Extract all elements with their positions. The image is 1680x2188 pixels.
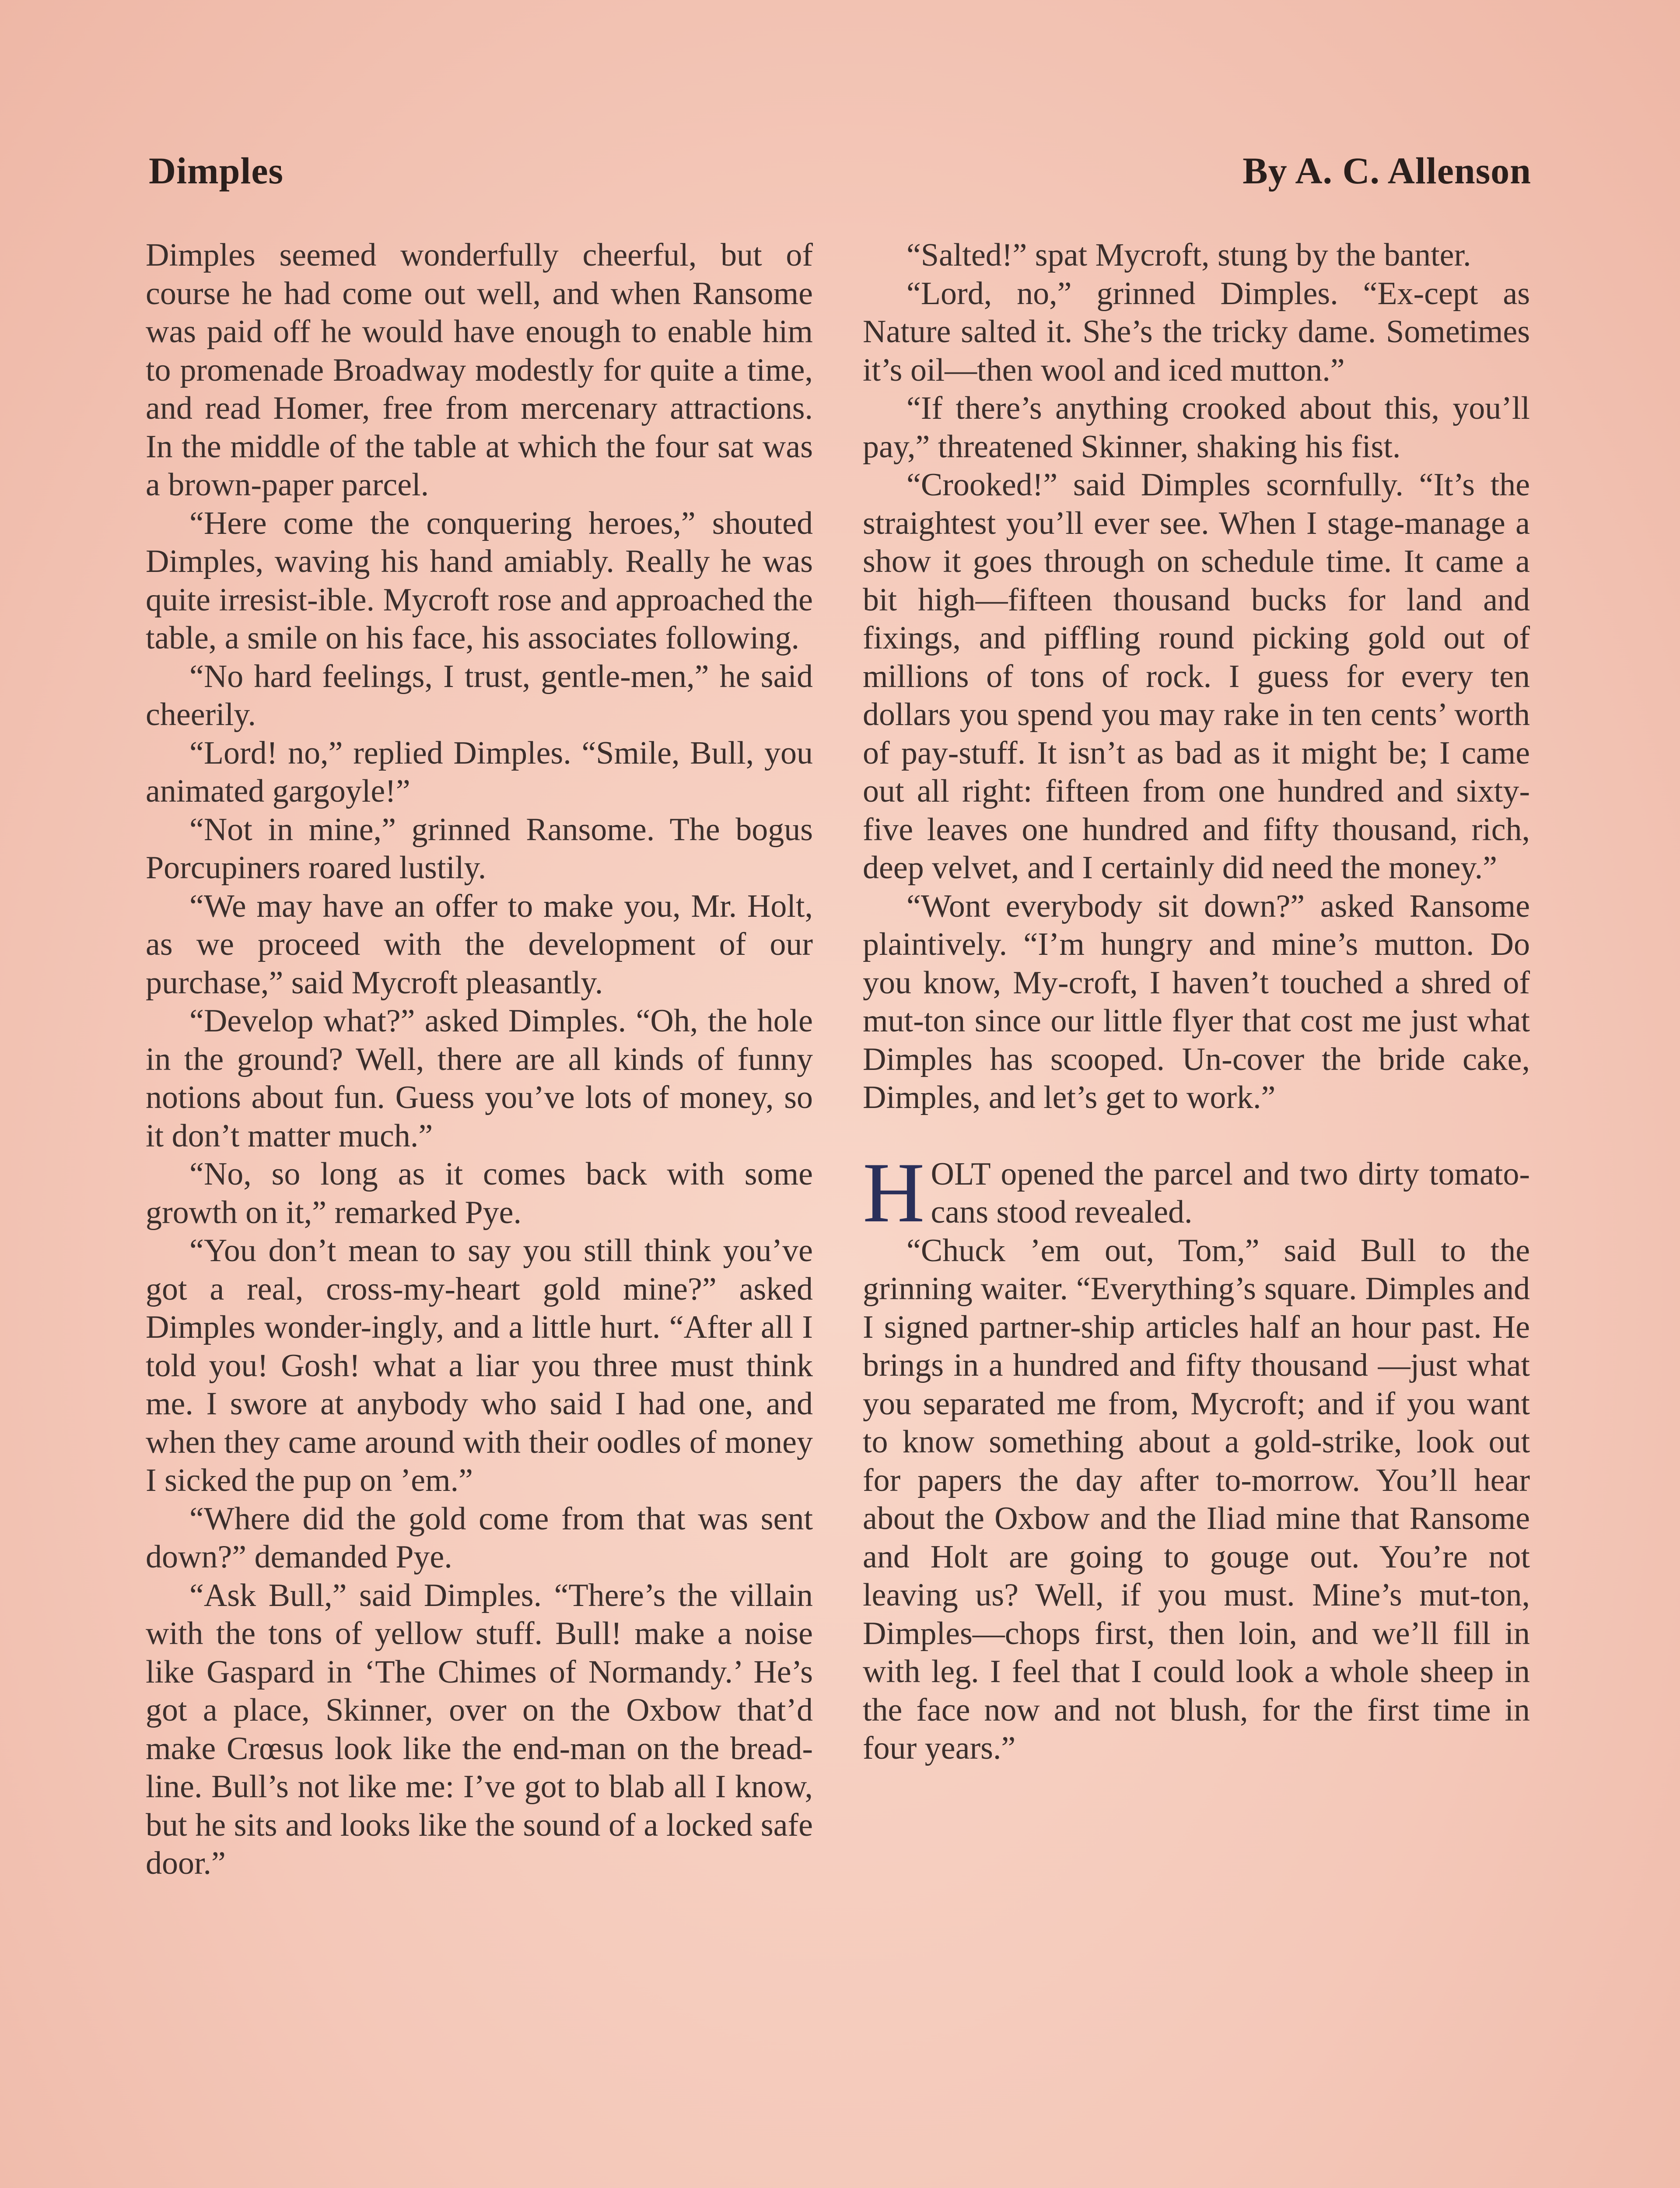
story-title: Dimples (149, 150, 284, 192)
paragraph: “Develop what?” asked Dimples. “Oh, the hole in the ground? Well, there are all kinds of funny notions about fun. Guess you’ve lots of money, so it don’t matter much.” (146, 1003, 813, 1154)
paragraph: “If there’s anything crooked about this, you’ll pay,” threatened Skinner, shaking his fist. (863, 390, 1530, 465)
paragraph: “Here come the conquering heroes,” shouted Dimples, waving his hand amiably. Really he was quite irresist-ible. Mycroft rose and approached the table, a smile on his face, his associates following. (146, 505, 813, 656)
section-break (863, 1117, 1530, 1155)
paragraph: “Salted!” spat Mycroft, stung by the banter. (906, 237, 1471, 273)
paragraph: “No, so long as it comes back with some growth on it,” remarked Pye. (146, 1156, 813, 1231)
paragraph: “Lord! no,” replied Dimples. “Smile, Bull, you animated gargoyle!” (146, 735, 813, 809)
dropcap-paragraph-text: opened the parcel and two dirty tomato-cans stood revealed. (931, 1156, 1530, 1230)
story-byline: By A. C. Allenson (1242, 150, 1531, 192)
paragraph: “Wont everybody sit down?” asked Ransome plaintively. “I’m hungry and mine’s mutton. Do you know, My-croft, I haven’t touched a shred of mut-ton since our little flyer that cost me just what Dimples has scooped. Un-cover the bride cake, Dimples, and let’s get to work.” (863, 888, 1530, 1115)
left-column (146, 236, 813, 1883)
right-column (863, 236, 1530, 1768)
paragraph: “Crooked!” said Dimples scornfully. “It’s the straightest you’ll ever see. When I stage-manage a show it goes through on schedule time. It came a bit high—fifteen thousand bucks for land and fixings, and piffling round picking gold out of millions of tons of rock. I guess for every ten dollars you spend you may rake in ten cents’ worth of pay-stuff. It isn’t as bad as it might be; I came out all right: fifteen from one hundred and sixty-five leaves one hundred and fifty thousand, rich, deep velvet, and I certainly did need the money.” (863, 467, 1530, 886)
paragraph: “No hard feelings, I trust, gentle-men,” he said cheerily. (146, 658, 813, 733)
paragraph: “Not in mine,” grinned Ransome. The bogus Porcupiners roared lustily. (146, 811, 813, 886)
drop-cap: H (863, 1145, 925, 1240)
paragraph: “Where did the gold come from that was sent down?” demanded Pye. (146, 1501, 813, 1575)
paragraph: Dimples seemed wonderfully cheerful, but of course he had come out well, and when Ransome was paid off he would have enough to enable him to promenade Broadway modestly for quite a time, and read Homer, free from mercenary attractions. In the middle of the table at which the four sat was a brown-paper parcel. (146, 237, 813, 503)
paragraph: “Lord, no,” grinned Dimples. “Ex-cept as Nature salted it. She’s the tricky dame. Sometimes it’s oil—then wool and iced mutton.” (863, 275, 1530, 388)
paragraph: “Ask Bull,” said Dimples. “There’s the villain with the tons of yellow stuff. Bull! make a noise like Gaspard in ‘The Chimes of Normandy.’ He’s got a place, Skinner, over on the Oxbow that’d make Crœsus look like the end-man on the bread-line. Bull’s not like me: I’ve got to blab all I know, but he sits and looks like the sound of a locked safe door.” (146, 1577, 813, 1881)
dropcap-word-rest: OLT (931, 1156, 991, 1192)
dropcap-paragraph (863, 1145, 1530, 1240)
paragraph: “We may have an offer to make you, Mr. Holt, as we proceed with the development of our purchase,” said Mycroft pleasantly. (146, 888, 813, 1001)
paragraph: “Chuck ’em out, Tom,” said Bull to the grinning waiter. “Everything’s square. Dimples and I signed partner-ship articles half an hour past. He brings in a hundred and fifty thousand —just what you separated me from, Mycroft; and if you want to know something about a gold-strike, look out for papers the day after to-morrow. You’ll hear about the Oxbow and the Iliad mine that Ransome and Holt are going to gouge out. You’re not leaving us? Well, if you must. Mine’s mut-ton, Dimples—chops first, then loin, and we’ll fill in with leg. I feel that I could look a whole sheep in the face now and not blush, for the first time in four years.” (863, 1232, 1530, 1766)
paragraph: “You don’t mean to say you still think you’ve got a real, cross-my-heart gold mine?” asked Dimples wonder-ingly, and a little hurt. “After all I told you! Gosh! what a liar you three must think me. I swore at anybody who said I had one, and when they came around with their oodles of money I sicked the pup on ’em.” (146, 1233, 813, 1498)
